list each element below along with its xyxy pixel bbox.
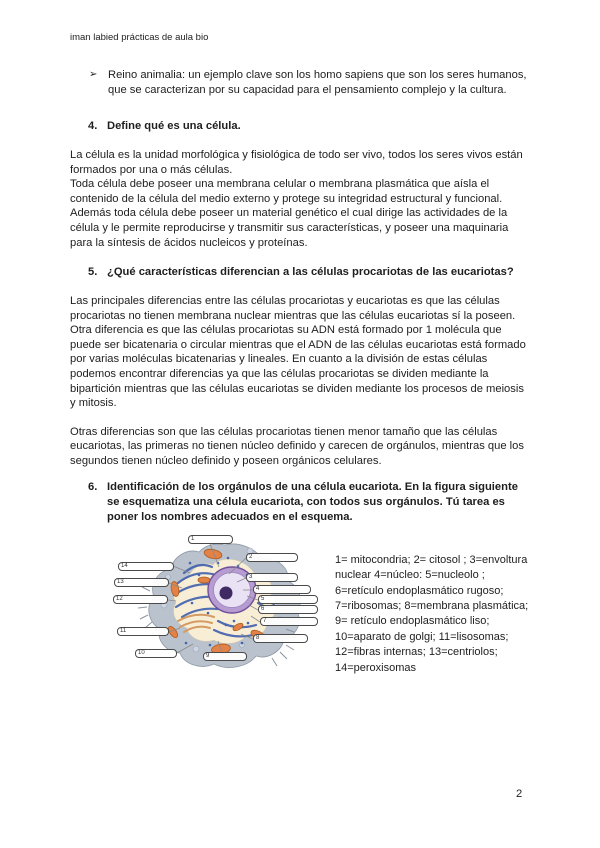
- organelle-label-box-3: [246, 573, 298, 582]
- section-6-title: Identificación de los orgánulos de una célula eucariota. En la figura siguiente se esquematiza una célula eucariota, con todos sus orgánulos. Tú tarea es poner los nombres adecuados en el esquema.: [107, 481, 518, 524]
- label-number: 11: [120, 627, 127, 634]
- section-4-paragraph-2: Toda célula debe poseer una membrana celular o membrana plasmática que aísla el contenido de la célula del medio externo y protege su integridad estructural y funcional. Además toda célula debe poseer un material genético el cual dirige las actividades de la célula y le permite reproducirse y transmitir sus características, y poseer una maquinaria para la síntesis de ácidos nucleicos y proteínas.: [70, 178, 509, 249]
- section-4-title: Define qué es una célula.: [107, 120, 241, 133]
- organelle-label-box-5: [258, 595, 318, 604]
- cell-diagram-figure: [70, 533, 532, 683]
- label-number: 4: [256, 585, 260, 592]
- section-5-number: 5.: [88, 266, 98, 279]
- section-4-number: 4.: [88, 120, 98, 133]
- legend-line: 14=peroxisomas: [335, 661, 417, 674]
- organelle-label-box-6: [258, 605, 318, 614]
- label-number: 7: [263, 617, 267, 624]
- legend-line: 6=retículo endoplasmático rugoso;: [335, 584, 504, 597]
- organelle-label-box-12: [113, 595, 168, 604]
- legend-line: 10=aparato de golgi; 11=lisosomas;: [335, 630, 509, 643]
- legend-line: 7=ribosomas; 8=membrana plasmática;: [335, 600, 529, 613]
- label-number: 12: [116, 595, 123, 602]
- label-number: 6: [261, 605, 265, 612]
- label-number: 14: [121, 562, 128, 569]
- label-number: 10: [138, 649, 145, 656]
- section-5-heading: [70, 265, 532, 280]
- label-number: 2: [249, 553, 253, 560]
- page-number: 2: [516, 788, 523, 800]
- organelle-label-box-7: [260, 617, 318, 626]
- legend-line: nuclear 4=núcleo: 5=nucleolo ;: [335, 569, 485, 582]
- section-5-paragraph-1: Las principales diferencias entre las células procariotas y eucariotas es que las células procariotas no tienen membrana nuclear mientras que las células eucariotas sí la poseen. Otra diferencia es que las células procariotas su ADN está formado por 1 molécula que puede ser bicatenaria o circular mientras que el ADN de las células eucariotas está formado por varias moléculas bicatenarias y lineales. En cuanto a la división de estas células podemos encontrar diferencias ya que las células procariotas se dividen mediante la bipartición mientras que las células eucariotas se dividen mediante los procesos de meiosis y mitosis.: [70, 294, 526, 410]
- legend-line: 12=fibras internas; 13=centriolos;: [335, 646, 498, 659]
- bullet-arrow-icon: ➢: [89, 69, 98, 80]
- legend-line: 9= retículo endoplasmático liso;: [335, 615, 490, 628]
- label-number: 8: [256, 634, 260, 641]
- label-number: 13: [117, 578, 124, 585]
- organelle-label-box-4: [253, 585, 311, 594]
- label-number: 9: [206, 652, 210, 659]
- organelle-label-box-14: [118, 562, 174, 571]
- organelle-label-box-11: [117, 627, 169, 636]
- organelle-legend: [335, 553, 528, 676]
- organelle-label-box-13: [114, 578, 169, 587]
- section-5-title: ¿Qué características diferencian a las células procariotas de las eucariotas?: [107, 266, 514, 279]
- nucleolus-shape: [220, 586, 233, 599]
- organelle-label-box-2: [246, 553, 298, 562]
- label-number: 5: [261, 595, 265, 602]
- section-5-paragraph-2: Otras diferencias son que las células procariotas tienen menor tamaño que las células eucariotas, las primeras no tienen núcleo definido y carecen de orgánulos, mientras que los segundos tienen núcleo definido y poseen orgánicos celulares.: [70, 425, 524, 467]
- bullet-item: [70, 68, 532, 97]
- organelle-label-box-10: [135, 649, 177, 658]
- label-number: 1: [191, 535, 195, 542]
- section-4-paragraph-1: La célula es la unidad morfológica y fisiológica de todo ser vivo, todos los seres vivos están formados por una o más células.: [70, 148, 523, 176]
- organelle-label-box-1: [188, 535, 233, 544]
- legend-line: 1= mitocondria; 2= citosol ; 3=envoltura: [335, 553, 528, 566]
- section-6-number: 6.: [88, 481, 98, 494]
- label-number: 3: [249, 573, 253, 580]
- document-header: iman labied prácticas de aula bio: [70, 32, 209, 43]
- organelle-label-box-8: [253, 634, 308, 643]
- cell-diagram: [100, 533, 335, 683]
- organelle-label-box-9: [203, 652, 247, 661]
- section-6-heading: [70, 480, 532, 524]
- bullet-text: Reino animalia: un ejemplo clave son los homo sapiens que son los seres humanos, que se caracterizan por su capacidad para el pensamiento complejo y la cultura.: [108, 69, 527, 96]
- section-4-heading: [70, 119, 532, 134]
